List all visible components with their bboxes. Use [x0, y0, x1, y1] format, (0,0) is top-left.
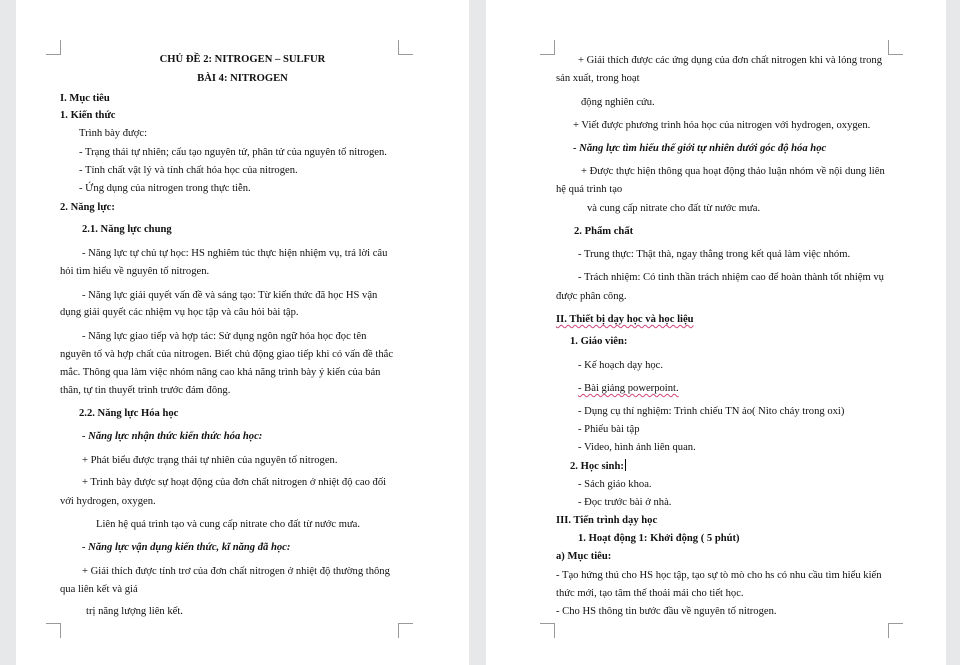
crop-mark-bottom-right [888, 623, 903, 638]
text-nang-luc-1b: hỏi tìm hiểu về nguyên tố nitrogen. [60, 266, 210, 277]
text-nhan-thuc-2a: + Trình bày được sự hoạt động của đơn chất nitrogen ở nhiệt độ cao đối [82, 477, 387, 488]
text-bai-giang [578, 382, 679, 395]
text-ung-dung-1b: sản xuất, trong hoạt [556, 73, 640, 84]
text-ung-dung-1c: động nghiên cứu. [581, 97, 655, 108]
heading-pham-chat: 2. Phẩm chất [574, 226, 634, 237]
lesson-title: BÀI 4: NITROGEN [197, 73, 288, 84]
crop-mark-bottom-left [46, 623, 61, 638]
text-phieu-bai-tap: - Phiếu bài tập [578, 424, 640, 435]
heading-hoat-dong-1: 1. Hoạt động 1: Khởi động ( 5 phút) [578, 533, 740, 544]
text-muc-tieu-1a: - Tạo hứng thú cho HS học tập, tạo sự tò mò cho hs có nhu cầu tìm hiểu kiến [556, 570, 882, 581]
text-kien-thuc-2: - Tính chất vật lý và tính chất hóa học của nitrogen. [79, 165, 298, 176]
text-nang-luc-1a: - Năng lực tự chủ tự học: HS nghiêm túc thực hiện nhiệm vụ, trả lời câu [82, 248, 388, 259]
text-phuong-trinh: + Viết được phương trình hóa học của nitrogen với hydrogen, oxygen. [573, 120, 871, 131]
text-van-dung-1c: trị năng lượng liên kết. [86, 606, 183, 617]
heading-tien-trinh: III. Tiến trình dạy học [556, 515, 658, 526]
text-nang-luc-3c: mắc. Thông qua làm việc nhóm nâng cao khả năng trình bày ý kiến của bản [60, 367, 381, 378]
heading-the-gioi-tu-nhien: - Năng lực tìm hiểu thế giới tự nhiên dưới góc độ hóa học [573, 143, 827, 154]
heading-thiet-bi-text: II. Thiết bị dạy học và học liệu [556, 314, 694, 325]
text-trach-nhiem-b: được phân công. [556, 291, 627, 302]
text-thao-luan-c: và cung cấp nitrate cho đất từ nước mưa. [587, 203, 761, 214]
text-van-dung-1a: + Giải thích được tính trơ của đơn chất nitrogen ở nhiệt độ thường thông [82, 566, 390, 577]
text-dung-cu: - Dụng cụ thí nghiệm: Trình chiếu TN ảo( Nito cháy trong oxi) [578, 406, 845, 417]
crop-mark-bottom-right [398, 623, 413, 638]
text-trinh-bay: Trình bày được: [79, 128, 148, 139]
heading-hoc-sinh-text: 2. Học sinh: [570, 461, 624, 472]
heading-van-dung: - Năng lực vận dụng kiến thức, kĩ năng đã học: [82, 542, 291, 553]
document-page-right[interactable] [486, 0, 946, 665]
text-thao-luan-b: hệ quá trình tạo [556, 184, 623, 195]
text-thao-luan-a: + Được thực hiện thông qua hoạt động thảo luận nhóm về nội dung liên [581, 166, 885, 177]
heading-nang-luc: 2. Năng lực: [60, 202, 115, 213]
text-nhan-thuc-2b: với hydrogen, oxygen. [60, 496, 156, 507]
text-nang-luc-3d: thân, tự tin thuyết trình trước đám đông. [60, 385, 231, 396]
text-cursor [625, 459, 626, 471]
text-nhan-thuc-1: + Phát biểu được trạng thái tự nhiên của nguyên tố nitrogen. [82, 455, 338, 466]
text-trung-thuc: - Trung thực: Thật thà, ngay thẳng trong kết quả làm việc nhóm. [578, 249, 851, 260]
heading-nang-luc-hoa: 2.2. Năng lực Hóa học [79, 408, 179, 419]
text-muc-tieu-2: - Cho HS thông tin bước đầu về nguyên tố nitrogen. [556, 606, 777, 617]
heading-nang-luc-chung: 2.1. Năng lực chung [82, 224, 172, 235]
text-muc-tieu-1b: thức mới, tạo tâm thế thoải mái cho tiết học. [556, 588, 744, 599]
text-nhan-thuc-3: Liên hệ quá trình tạo và cung cấp nitrate cho đất từ nước mưa. [96, 519, 361, 530]
heading-kien-thuc: 1. Kiến thức [60, 110, 116, 121]
text-bai-giang-label: - Bài giảng powerpoint. [578, 383, 679, 394]
heading-hoc-sinh [570, 459, 626, 473]
text-video: - Video, hình ảnh liên quan. [578, 442, 696, 453]
heading-thiet-bi [556, 313, 694, 326]
text-nang-luc-2b: dụng giải quyết các nhiệm vụ học tập và câu hỏi bài tập. [60, 307, 299, 318]
text-sach-giao-khoa: - Sách giáo khoa. [578, 479, 652, 490]
text-trach-nhiem-a: - Trách nhiệm: Có tinh thần trách nhiệm cao để hoàn thành tốt nhiệm vụ [578, 272, 884, 283]
crop-mark-top-left [540, 40, 555, 55]
text-kien-thuc-3: - Ứng dụng của nitrogen trong thực tiễn. [79, 183, 251, 194]
text-ung-dung-1a: + Giải thích được các ứng dụng của đơn chất nitrogen khi và lỏng trong [578, 55, 883, 66]
heading-nhan-thuc: - Năng lực nhận thức kiến thức hóa học: [82, 431, 263, 442]
heading-giao-vien: 1. Giáo viên: [570, 336, 628, 347]
text-doc-truoc-bai: - Đọc trước bài ở nhà. [578, 497, 672, 508]
heading-muc-tieu-a: a) Mục tiêu: [556, 551, 612, 562]
document-page-left[interactable] [16, 0, 469, 665]
crop-mark-top-right [888, 40, 903, 55]
text-kien-thuc-1: - Trạng thái tự nhiên; cấu tạo nguyên tử, phân tử của nguyên tố nitrogen. [79, 147, 387, 158]
text-nang-luc-2a: - Năng lực giải quyết vấn đề và sáng tạo: Từ kiến thức đã học HS vận [82, 290, 378, 301]
text-van-dung-1b: qua liên kết và giá [60, 584, 138, 595]
text-nang-luc-3b: nguyên tố và hợp chất của nitrogen. Biết chủ động giao tiếp khi có vấn đề thắc [60, 349, 394, 360]
crop-mark-bottom-left [540, 623, 555, 638]
heading-muc-tieu: I. Mục tiêu [60, 93, 110, 104]
text-ke-hoach: - Kế hoạch dạy học. [578, 360, 664, 371]
chapter-title: CHỦ ĐỀ 2: NITROGEN – SULFUR [159, 54, 326, 65]
text-nang-luc-3a: - Năng lực giao tiếp và hợp tác: Sử dụng ngôn ngữ hóa học đọc tên [82, 331, 367, 342]
